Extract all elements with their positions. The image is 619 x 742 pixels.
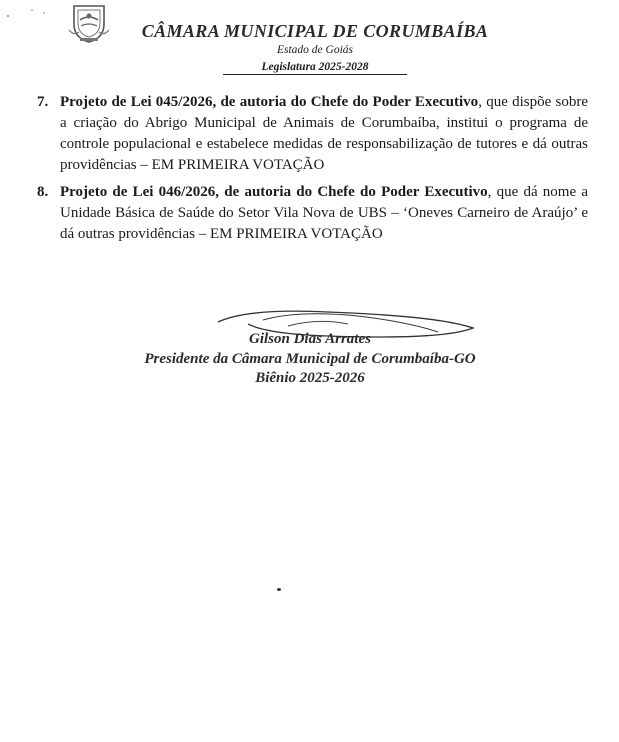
legislature-label: Legislatura 2025-2028 bbox=[223, 60, 406, 75]
signatory-role: Presidente da Câmara Municipal de Corumbaíba-GO bbox=[144, 350, 476, 367]
signatory-name: Gilson Dias Arrates bbox=[249, 331, 371, 347]
signature-block bbox=[100, 330, 520, 389]
item-number: 7. bbox=[37, 94, 49, 110]
document-header bbox=[140, 20, 490, 75]
chamber-title: CÂMARA MUNICIPAL DE CORUMBAÍBA bbox=[141, 21, 489, 41]
scan-specks bbox=[4, 4, 48, 20]
item-text: , que dá nome a Unidade Básica de Saúde do Setor Vila Nova de UBS – ‘Oneves Carneiro de Araújo’ e dá outras providências – EM PRIMEIRA VOTAÇÃO bbox=[60, 184, 588, 242]
agenda-item bbox=[37, 182, 588, 245]
signatory-term: Biênio 2025-2026 bbox=[255, 370, 365, 386]
agenda-item bbox=[37, 92, 588, 176]
item-title: Projeto de Lei 046/2026, de autoria do Chefe do Poder Executivo bbox=[60, 184, 488, 200]
scan-speck bbox=[277, 588, 281, 591]
item-title: Projeto de Lei 045/2026, de autoria do Chefe do Poder Executivo bbox=[60, 94, 479, 110]
item-number: 8. bbox=[37, 184, 49, 200]
item-text: , que dispõe sobre a criação do Abrigo Municipal de Animais de Corumbaíba, institui o programa de controle populacional e estabelece medidas de responsabilização de tutores e dá outras providências – EM PRIMEIRA VOTAÇÃO bbox=[60, 94, 589, 173]
item-body bbox=[60, 182, 588, 245]
state-subtitle: Estado de Goiás bbox=[276, 44, 354, 56]
municipal-crest-icon bbox=[66, 2, 112, 44]
item-body bbox=[60, 92, 588, 176]
